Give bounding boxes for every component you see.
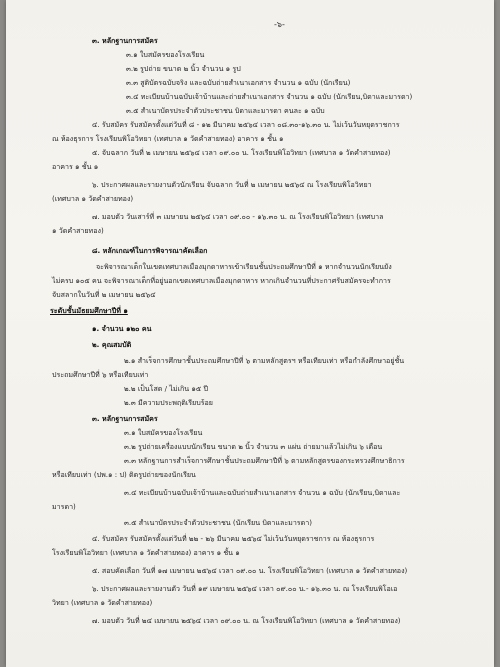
paragraph-line: โรงเรียนพิโอวิทยา (เทศบาล ๑ วัดคำสายทอง) อาคาร ๑ ชั้น ๑ bbox=[52, 548, 240, 557]
paragraph-line: ๗. มอบตัว วันที่ ๒๔ เมษายน ๒๕๖๔ เวลา ๐๙.๐๐ น. ณ โรงเรียนพิโอวิทยา (เทศบาล ๑ วัดคำสายทอง) bbox=[92, 616, 401, 625]
list-item: ๓.๕ สำเนาบัตรประจำตัวประชาชน บิดาและมารดา คนละ ๑ ฉบับ bbox=[126, 106, 325, 115]
paragraph-line: หรือเทียบเท่า (ปพ.๑ : ป) ติดรูปถ่ายของนักเรียน bbox=[52, 470, 196, 479]
paragraph-line: ๖. ประกาศผลและรายงานตัว วันที่ ๑๙ เมษายน ๒๕๖๔ เวลา ๐๙.๐๐ น.- ๑๖.๓๐ น. ณ โรงเรียนพิโอเอ bbox=[92, 584, 398, 593]
paragraph-line: ๒.๑ สำเร็จการศึกษาชั้นประถมศึกษาปีที่ ๖ ตามหลักสูตรฯ หรือเทียบเท่า หรือกำลังศึกษาอยู่ชั้น bbox=[124, 356, 405, 365]
paragraph-line: (เทศบาล ๑ วัดคำสายทอง) bbox=[52, 194, 134, 203]
list-item: ๓.๔ ทะเบียนบ้านฉบับเจ้าบ้านและถ่ายสำเนาเอกสาร จำนวน ๑ ฉบับ (นักเรียน,บิดาและมารดา) bbox=[126, 92, 413, 101]
paragraph-line: ประถมศึกษาปีที่ ๖ หรือเทียบเท่า bbox=[52, 370, 149, 379]
level-heading: ระดับชั้นมัธยมศึกษาปีที่ ๑ bbox=[50, 306, 128, 315]
list-item: ๒.๓ มีความประพฤติเรียบร้อย bbox=[124, 398, 213, 407]
paragraph-line: จับสลากในวันที่ ๒ เมษายน ๒๕๖๔ bbox=[52, 290, 156, 299]
list-item: ๓.๒ รูปถ่ายเครื่องแบบนักเรียน ขนาด ๒ นิ้ว จำนวน ๓ แผ่น ถ่ายมาแล้วไม่เกิน ๖ เดือน bbox=[124, 442, 383, 451]
paragraph-line: ๗. มอบตัว วันเสาร์ที่ ๓ เมษายน ๒๕๖๔ เวลา ๐๙.๐๐ - ๑๖.๓๐ น. ณ โรงเรียนพิโอวิทยา (เทศบาล bbox=[92, 212, 384, 221]
paragraph-line: วิทยา (เทศบาล ๑ วัดคำสายทอง) bbox=[52, 598, 153, 607]
list-item: ๓.๕ สำเนาบัตรประจำตัวประชาชน (นักเรียน บิดาและมารดา) bbox=[124, 518, 312, 527]
paragraph-line: จะพิจารณาเด็กในเขตเทศบาลเมืองมุกดาหารเข้าเรียนชั้นประถมศึกษาปีที่ ๑ หากจำนวนนักเรียนยัง bbox=[96, 262, 392, 271]
section-heading-documents: ๓. หลักฐานการสมัคร bbox=[92, 36, 158, 45]
list-item: ๓.๓ สูติบัตรฉบับจริง และฉบับถ่ายสำเนาเอกสาร จำนวน ๑ ฉบับ (นักเรียน) bbox=[126, 78, 351, 87]
section-heading-count: ๑. จำนวน ๑๒๐ คน bbox=[92, 324, 152, 333]
section-heading-documents: ๓. หลักฐานการสมัคร bbox=[92, 414, 158, 423]
paragraph-line: ๔. รับสมัคร รับสมัครตั้งแต่วันที่ ๒๒ - ๒๖ มีนาคม ๒๕๖๔ ไม่เว้นวันหยุดราชการ ณ ห้องธุรการ bbox=[92, 534, 375, 543]
paragraph-line: ๑ วัดคำสายทอง) bbox=[52, 226, 104, 235]
paragraph-line: ๕. จับฉลาก วันที่ ๒ เมษายน ๒๕๖๔ เวลา ๐๙.๐๐ น. โรงเรียนพิโอวิทยา (เทศบาล ๑ วัดคำสายทอง) bbox=[92, 148, 391, 157]
list-item: ๓.๑ ใบสมัครของโรงเรียน bbox=[124, 428, 203, 437]
section-heading-qualifications: ๒. คุณสมบัติ bbox=[92, 340, 132, 349]
paragraph-line: ไม่ครบ ๑๐๕ คน จะพิจารณาเด็กที่อยู่นอกเขตเทศบาลเมืองมุกดาหาร หากเกินจำนวนที่ประกาศรับสมัครจะทำการ bbox=[52, 276, 391, 285]
paragraph-line: ๖. ประกาศผลและรายงานตัวนักเรียน จับฉลาก วันที่ ๒ เมษายน ๒๕๖๔ ณ โรงเรียนพิโอวิทยา bbox=[92, 180, 372, 189]
list-item: ๒.๒ เป็นโสด / ไม่เกิน ๑๕ ปี bbox=[124, 384, 208, 393]
document-page bbox=[6, 0, 494, 667]
paragraph-line: ๔. รับสมัคร รับสมัครตั้งแต่วันที่ ๘ - ๑๒ มีนาคม ๒๕๖๔ เวลา ๐๘.๓๐-๑๖.๓๐ น. ไม่เว้นวันหยุดราชการ bbox=[92, 120, 400, 129]
paragraph-line: ณ ห้องธุรการ โรงเรียนพิโอวิทยา (เทศบาล ๑ วัดคำสายทอง) อาคาร ๑ ชั้น ๑ bbox=[52, 134, 284, 143]
page-number: -๖- bbox=[274, 20, 285, 29]
paragraph-line: มารดา) bbox=[52, 502, 76, 511]
list-item: ๓.๒ รูปถ่าย ขนาด ๒ นิ้ว จำนวน ๑ รูป bbox=[126, 64, 241, 73]
section-heading-criteria: ๘. หลักเกณฑ์ในการพิจารณาคัดเลือก bbox=[92, 246, 208, 255]
paragraph-line: อาคาร ๑ ชั้น ๑ bbox=[52, 162, 99, 171]
list-item: ๓.๓ หลักฐานการสำเร็จการศึกษาชั้นประถมศึกษาปีที่ ๖ ตามหลักสูตรของกระทรวงศึกษาธิการ bbox=[124, 456, 405, 465]
list-item: ๓.๑ ใบสมัครของโรงเรียน bbox=[126, 50, 205, 59]
list-item: ๓.๔ ทะเบียนบ้านฉบับเจ้าบ้านและฉบับถ่ายสำเนาเอกสาร จำนวน ๑ ฉบับ (นักเรียน,บิดาและ bbox=[124, 488, 401, 497]
paragraph-line: ๕. สอบคัดเลือก วันที่ ๑๗ เมษายน ๒๕๖๔ เวลา ๐๙.๐๐ น. โรงเรียนพิโอวิทยา (เทศบาล ๑ วัดคำสายทอง) bbox=[92, 566, 408, 575]
